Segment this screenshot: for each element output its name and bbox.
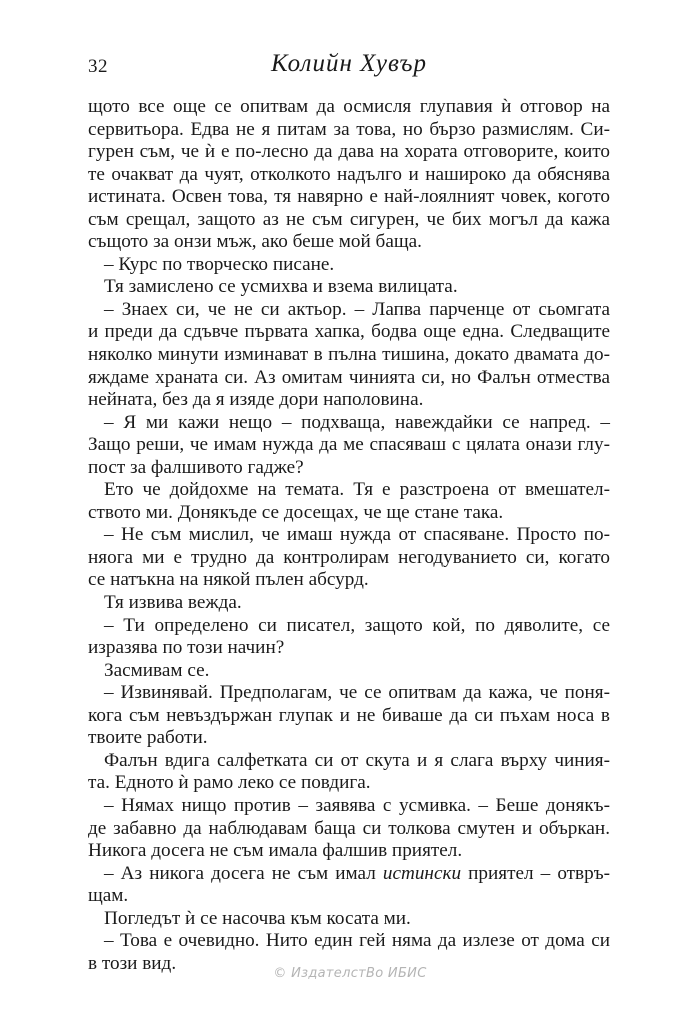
text-line: твоите работи. bbox=[88, 727, 208, 749]
text-line: се натъкна на някой пълен абсурд. bbox=[88, 569, 369, 591]
text-line: – Нямах нищо против – заявява с усмивка. – Беше донякъ- bbox=[104, 794, 610, 816]
text-line: де забавно да наблюдавам баща си толкова смутен и объркан. bbox=[88, 817, 610, 839]
text-line: – Ти определено си писател, защото кой, по дяволите, се bbox=[104, 614, 610, 636]
text-line: Никога досега не съм имала фалшив приятел. bbox=[88, 840, 463, 862]
publisher-copyright: © ИздателстВо ИБИС bbox=[273, 966, 427, 981]
text-line: Тя замислено се усмихва и взема вилицата. bbox=[104, 276, 458, 298]
text-line: ството ми. Донякъде се досещах, че ще стане така. bbox=[88, 501, 504, 523]
italic-word: истински bbox=[382, 862, 462, 884]
text-line: в този вид. bbox=[88, 952, 177, 974]
text-line: – Я ми кажи нещо – подхваща, навеждайки се напред. – bbox=[104, 411, 610, 433]
text-line: същото за онзи мъж, ако беше мой баща. bbox=[88, 231, 422, 253]
text-line: пост за фалшивото гадже? bbox=[88, 456, 304, 478]
text-line: сервитьора. Едва не я питам за това, но бързо размислям. Си- bbox=[88, 118, 610, 140]
text-line: яждаме храната си. Аз омитам чинията си, но Фалън отмества bbox=[88, 366, 610, 388]
text-line: Засмивам се. bbox=[104, 659, 210, 681]
text-line: та. Едното ѝ рамо леко се повдига. bbox=[88, 772, 371, 794]
text-line: – Това е очевидно. Нито един гей няма да излезе от дома си bbox=[104, 930, 610, 952]
text-line: Фалън вдига салфетката си от скута и я слага върху чиния- bbox=[104, 749, 610, 771]
text-line bbox=[88, 863, 610, 886]
text-line: – Знаех си, че не си актьор. – Лапва парченце от сьомгата bbox=[104, 298, 610, 320]
text-line: гурен съм, че ѝ е по-лесно да дава на хората отговорите, които bbox=[88, 141, 610, 163]
text-line: – Извинявай. Предполагам, че се опитвам да кажа, че поня- bbox=[104, 682, 610, 704]
body-text bbox=[88, 96, 610, 975]
text-line: щам. bbox=[88, 885, 129, 907]
text-line: Ето че дойдохме на темата. Тя е разстроена от вмешател- bbox=[104, 479, 610, 501]
text-segment: – Аз никога досега не съм имал bbox=[104, 862, 376, 884]
text-line: – Не съм мислил, че имаш нужда от спасяване. Просто по- bbox=[104, 524, 610, 546]
text-line: щото все още се опитвам да осмисля глупавия ѝ отговор на bbox=[88, 96, 610, 117]
page-number: 32 bbox=[88, 56, 108, 77]
text-line: и преди да сдъвче първата хапка, бодва още една. Следващите bbox=[88, 321, 610, 343]
text-line: истината. Освен това, тя навярно е най-лоялният човек, когото bbox=[88, 186, 610, 208]
text-line: те очакват да чуят, отколкото надълго и нашироко да обяснява bbox=[88, 163, 610, 185]
text-line: няога ми е трудно да контролирам негодуванието си, когато bbox=[88, 546, 610, 568]
running-header bbox=[88, 48, 610, 82]
text-line: нейната, без да я изяде дори наполовина. bbox=[88, 389, 424, 411]
text-line: Защо реши, че имам нужда да ме спасяваш с цялата онази глу- bbox=[88, 434, 610, 456]
text-line: Тя извива вежда. bbox=[104, 592, 242, 614]
text-segment: приятел – отвръ- bbox=[468, 862, 611, 884]
text-line: изразява по този начин? bbox=[88, 637, 285, 659]
text-line: няколко минути изминават в пълна тишина, докато двамата до- bbox=[88, 344, 610, 366]
author-name: Колийн Хувър bbox=[271, 50, 427, 77]
text-line: съм срещал, защото аз не съм сигурен, че бих могъл да кажа bbox=[88, 208, 610, 230]
text-line: когa съм невъздържан глупак и не биваше да си пъхам носа в bbox=[88, 704, 610, 726]
text-line: – Курс по творческо писане. bbox=[104, 253, 335, 275]
text-line: Погледът ѝ се насочва към косата ми. bbox=[104, 907, 411, 929]
